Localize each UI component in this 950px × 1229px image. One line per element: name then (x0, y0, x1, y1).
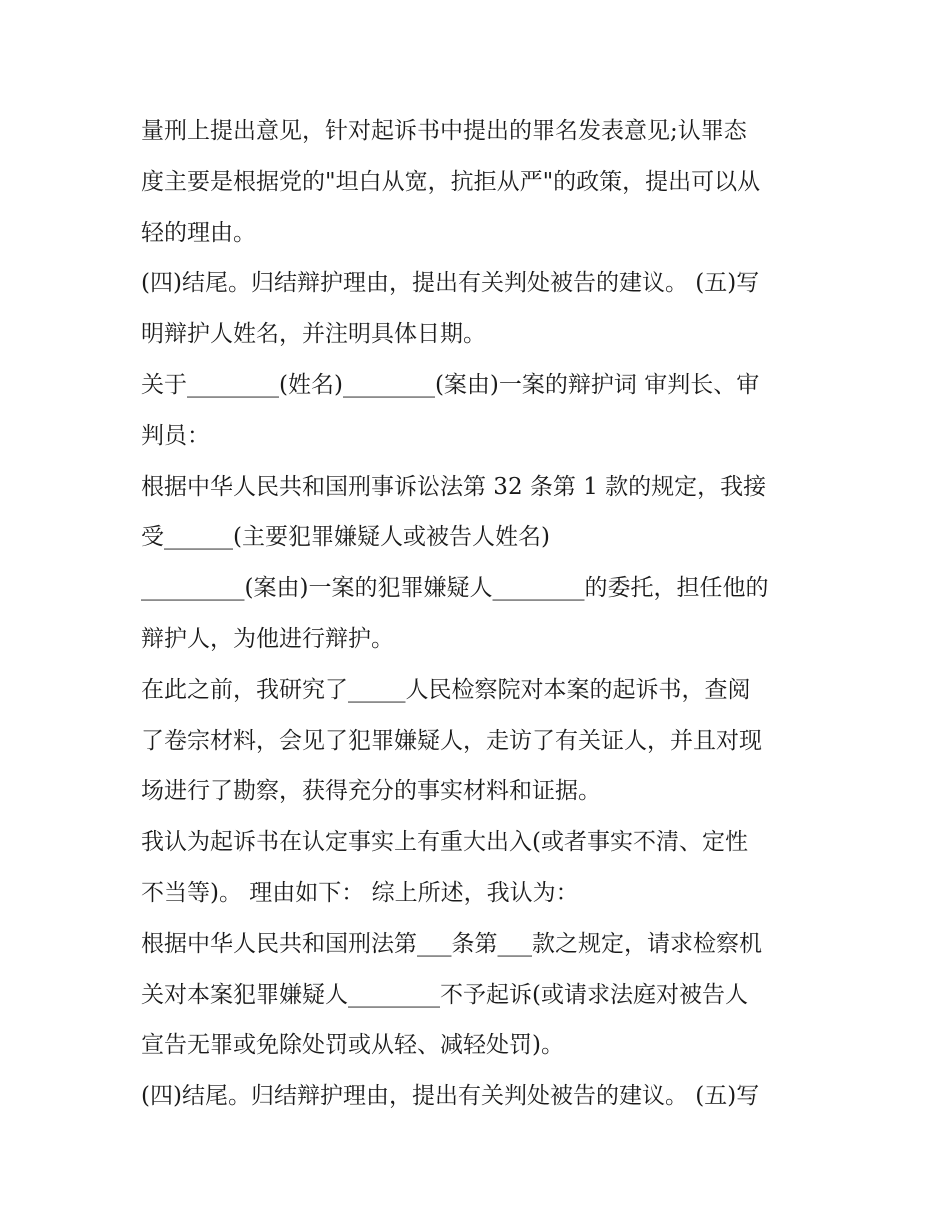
text-line: 了卷宗材料，会见了犯罪嫌疑人，走访了有关证人，并且对现 (141, 727, 762, 754)
text-line: 场进行了勘察，获得充分的事实材料和证据。 (141, 778, 601, 805)
text-line: 根据中华人民共和国刑法第___条第___款之规定，请求检察机 (141, 930, 762, 957)
text-line: _________(案由)一案的犯罪嫌疑人________的委托，担任他的 (141, 575, 769, 602)
text-line: (四)结尾。归结辩护理由，提出有关判处被告的建议。 (五)写 (141, 1083, 760, 1110)
text-line: 在此之前，我研究了_____人民检察院对本案的起诉书，查阅 (141, 676, 751, 703)
text-line: 关对本案犯罪嫌疑人________不予起诉(或请求法庭对被告人 (141, 981, 748, 1008)
text-line: 不当等)。 理由如下： 综上所述，我认为： (141, 879, 579, 906)
document-body (141, 106, 821, 1122)
text-line: 根据中华人民共和国刑事诉讼法第 32 条第 1 款的规定，我接 (141, 473, 767, 500)
text-line: 宣告无罪或免除处罚或从轻、减轻处罚)。 (141, 1032, 564, 1059)
text-line: 我认为起诉书在认定事实上有重大出入(或者事实不清、定性 (141, 829, 748, 856)
text-line: 量刑上提出意见，针对起诉书中提出的罪名发表意见;认罪态 (141, 118, 747, 144)
text-line: (四)结尾。归结辩护理由，提出有关判处被告的建议。 (五)写 (141, 270, 760, 297)
text-line: 判员： (141, 422, 210, 449)
text-line: 辩护人，为他进行辩护。 (141, 625, 394, 652)
text-line: 关于________(姓名)________(案由)一案的辩护词 审判长、审 (141, 371, 760, 398)
text-line: 轻的理由。 (141, 219, 256, 246)
text-line: 明辩护人姓名，并注明具体日期。 (141, 321, 486, 348)
text-line: 受______(主要犯罪嫌疑人或被告人姓名) (141, 524, 550, 551)
text-line: 度主要是根据党的"坦白从宽，抗拒从严"的政策，提出可以从 (141, 168, 761, 195)
